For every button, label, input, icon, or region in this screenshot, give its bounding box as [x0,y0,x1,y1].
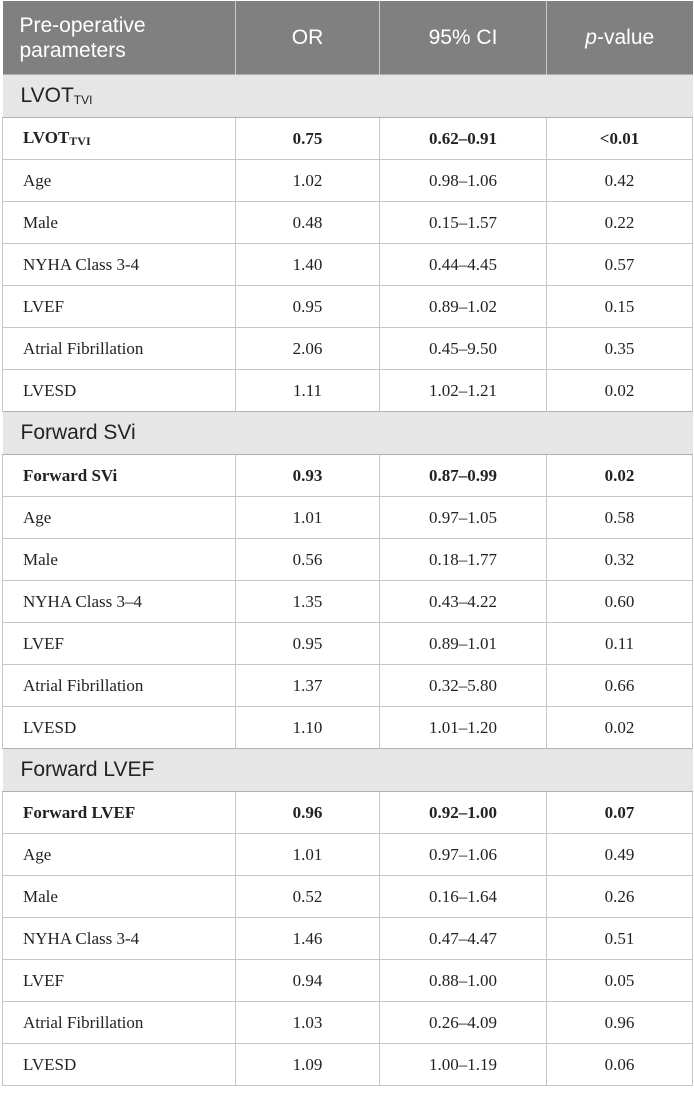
row-label: Age [3,834,236,876]
table-row [3,244,693,286]
cell-p: 0.11 [547,623,693,665]
table-row [3,328,693,370]
cell-ci: 0.98–1.06 [380,160,547,202]
header-p-value [547,1,693,75]
table-row [3,876,693,918]
row-label: LVEF [3,286,236,328]
row-label: Age [3,497,236,539]
row-label: Age [3,160,236,202]
table-row [3,665,693,707]
header-parameters: Pre-operative parameters [3,1,236,75]
cell-ci: 0.18–1.77 [380,539,547,581]
row-label: LVESD [3,370,236,412]
cell-or: 0.95 [236,623,380,665]
cell-or: 0.95 [236,286,380,328]
table-row [3,118,693,160]
section-header [3,412,693,455]
table-row [3,1044,693,1086]
row-label: NYHA Class 3-4 [3,918,236,960]
table-row [3,792,693,834]
row-label: Forward SVi [3,455,236,497]
cell-ci: 0.15–1.57 [380,202,547,244]
cell-or: 0.93 [236,455,380,497]
section-title: Forward SVi [3,412,693,455]
cell-p: 0.96 [547,1002,693,1044]
cell-p: 0.02 [547,455,693,497]
table-row [3,539,693,581]
cell-p: 0.51 [547,918,693,960]
cell-p: 0.58 [547,497,693,539]
row-label: LVESD [3,707,236,749]
cell-ci: 0.87–0.99 [380,455,547,497]
cell-ci: 1.02–1.21 [380,370,547,412]
cell-ci: 1.01–1.20 [380,707,547,749]
cell-ci: 0.16–1.64 [380,876,547,918]
row-label: Male [3,202,236,244]
cell-or: 0.56 [236,539,380,581]
cell-p: 0.15 [547,286,693,328]
cell-or: 0.94 [236,960,380,1002]
row-label: LVEF [3,623,236,665]
cell-or: 1.40 [236,244,380,286]
cell-ci: 0.45–9.50 [380,328,547,370]
row-label: LVESD [3,1044,236,1086]
section-forward-svi [3,412,693,749]
cell-ci: 0.62–0.91 [380,118,547,160]
cell-or: 2.06 [236,328,380,370]
cell-or: 0.48 [236,202,380,244]
table-row [3,623,693,665]
cell-p: 0.06 [547,1044,693,1086]
row-label: $LVOT_{TVI}$ [3,118,236,160]
cell-ci: 0.44–4.45 [380,244,547,286]
cell-or: 1.09 [236,1044,380,1086]
table-row [3,1002,693,1044]
table-row [3,918,693,960]
table-row [3,286,693,328]
table-row [3,160,693,202]
regression-table [2,1,693,1086]
header-ci: 95% CI [380,1,547,75]
header-p-italic: p [585,26,597,49]
table-row [3,497,693,539]
row-label: Forward LVEF [3,792,236,834]
table-row [3,834,693,876]
row-label: Atrial Fibrillation [3,328,236,370]
cell-ci: 0.89–1.01 [380,623,547,665]
row-label: NYHA Class 3–4 [3,581,236,623]
section-header [3,75,693,118]
table-row [3,960,693,1002]
cell-ci: 0.88–1.00 [380,960,547,1002]
cell-p: 0.26 [547,876,693,918]
cell-p: 0.49 [547,834,693,876]
cell-p: 0.22 [547,202,693,244]
cell-ci: 0.47–4.47 [380,918,547,960]
cell-p: 0.42 [547,160,693,202]
section-title: $LVOT_{TVI}$ [3,75,693,118]
cell-p: <0.01 [547,118,693,160]
row-label: NYHA Class 3-4 [3,244,236,286]
cell-or: 0.96 [236,792,380,834]
section-forward-lvef [3,749,693,1086]
cell-ci: 0.92–1.00 [380,792,547,834]
cell-ci: 0.97–1.05 [380,497,547,539]
cell-or: 1.02 [236,160,380,202]
cell-or: 1.01 [236,497,380,539]
cell-ci: 0.26–4.09 [380,1002,547,1044]
table-header [3,1,693,75]
header-p-suffix: -value [596,26,655,49]
cell-p: 0.60 [547,581,693,623]
cell-p: 0.35 [547,328,693,370]
cell-p: 0.66 [547,665,693,707]
cell-or: 1.10 [236,707,380,749]
cell-p: 0.32 [547,539,693,581]
cell-or: 1.37 [236,665,380,707]
section-header [3,749,693,792]
row-label: Male [3,539,236,581]
header-or: OR [236,1,380,75]
header-row [3,1,693,75]
cell-p: 0.57 [547,244,693,286]
cell-p: 0.02 [547,707,693,749]
row-label: Atrial Fibrillation [3,1002,236,1044]
row-label: Atrial Fibrillation [3,665,236,707]
section-lvot-tvi [3,75,693,412]
table-row [3,581,693,623]
cell-ci: 0.89–1.02 [380,286,547,328]
cell-or: 1.46 [236,918,380,960]
cell-ci: 0.43–4.22 [380,581,547,623]
cell-ci: 0.32–5.80 [380,665,547,707]
cell-p: 0.05 [547,960,693,1002]
cell-ci: 1.00–1.19 [380,1044,547,1086]
table-row [3,370,693,412]
cell-or: 0.52 [236,876,380,918]
section-title: Forward LVEF [3,749,693,792]
cell-or: 1.01 [236,834,380,876]
cell-p: 0.02 [547,370,693,412]
table-row [3,707,693,749]
cell-ci: 0.97–1.06 [380,834,547,876]
cell-p: 0.07 [547,792,693,834]
cell-or: 1.35 [236,581,380,623]
table-row [3,202,693,244]
cell-or: 1.11 [236,370,380,412]
row-label: LVEF [3,960,236,1002]
row-label: Male [3,876,236,918]
cell-or: 0.75 [236,118,380,160]
cell-or: 1.03 [236,1002,380,1044]
table-row [3,455,693,497]
